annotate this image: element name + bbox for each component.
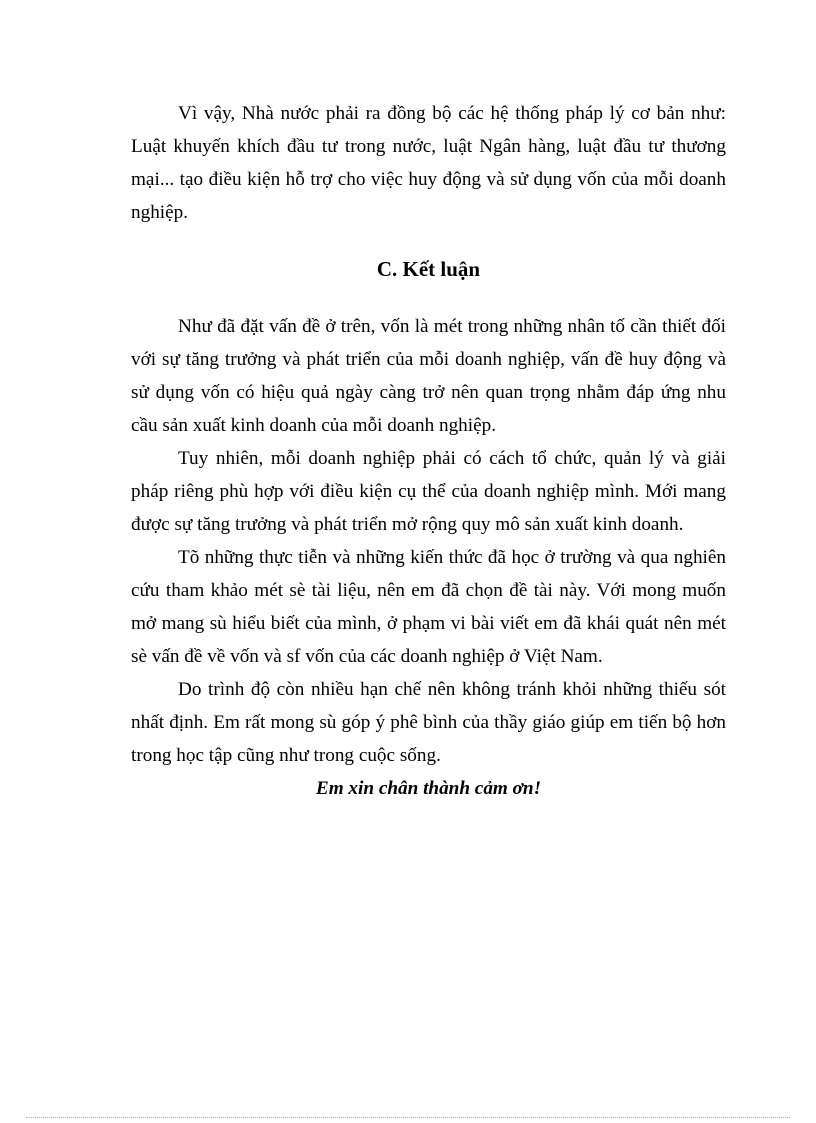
conclusion-paragraph-1: Như đã đặt vấn đề ở trên, vốn là mét trong những nhân tố cần thiết đối với sự tăng trưởng và phát triển của mỗi doanh nghiệp, vấn đề huy động và sử dụng vốn có hiệu quả ngày càng trở nên quan trọng nhằm đáp ứng nhu cầu sản xuất kinh doanh của mỗi doanh nghiệp. [131,316,726,436]
page-content [131,97,726,805]
section-heading: C. Kết luận [376,257,481,281]
conclusion-paragraph-3: Tõ những thực tiễn và những kiến thức đã học ở trường và qua nghiên cứu tham khảo mét sè tài liệu, nên em đã chọn đề tài này. Với mong muốn mở mang sù hiểu biết của mình, ở phạm vi bài viết em đã khái quát nên mét sè vấn đề về vốn và sf vốn của các doanh nghiệp ở Việt Nam. [131,547,726,667]
conclusion-paragraph-4: Do trình độ còn nhiều hạn chế nên không tránh khỏi những thiếu sót nhất định. Em rất mong sù góp ý phê bình của thầy giáo giúp em tiến bộ hơn trong học tập cũng như trong cuộc sống. [131,679,726,766]
conclusion-paragraph-2: Tuy nhiên, mỗi doanh nghiệp phải có cách tổ chức, quản lý và giải pháp riêng phù hợp với điều kiện cụ thể của doanh nghiệp mình. Mới mang được sự tăng trưởng và phát triển mở rộng quy mô sản xuất kinh doanh. [131,448,726,535]
intro-paragraph: Vì vậy, Nhà nước phải ra đồng bộ các hệ thống pháp lý cơ bản như: Luật khuyến khích đầu tư trong nước, luật Ngân hàng, luật đầu tư thương mại... tạo điều kiện hỗ trợ cho việc huy động và sử dụng vốn của mỗi doanh nghiệp. [131,103,726,223]
closing-thanks: Em xin chân thành cảm ơn! [315,778,542,799]
page-bottom-divider [26,1117,790,1118]
